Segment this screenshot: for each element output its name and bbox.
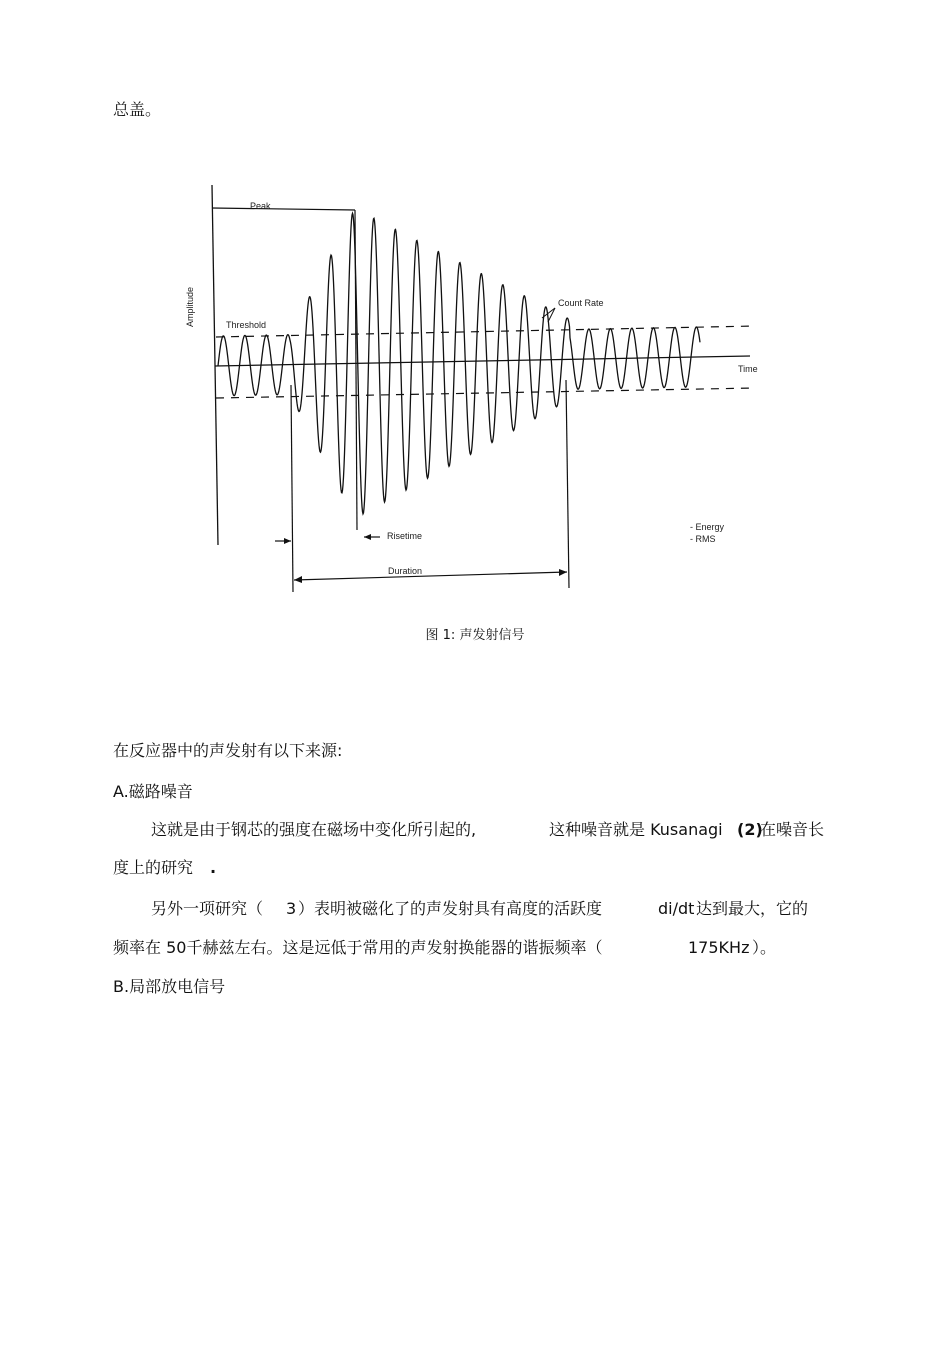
section-a-heading: A.磁路噪音 [113,782,193,801]
para2-freq: 175KHz [688,938,750,957]
count-rate-label: Count Rate [558,298,604,308]
duration-end-line [566,380,569,588]
para2-line1-b: ）表明被磁化了的声发射具有高度的活跃度 [298,899,603,918]
para2-line1-c: 达到最大，它的 [696,899,809,918]
energy-label: - Energy [690,522,725,532]
para1-line1-c: 在噪音长 [760,820,825,839]
rms-label: - RMS [690,534,716,544]
threshold-lower-line [216,388,755,398]
time-label: Time [738,364,758,374]
amplitude-axis [212,185,218,545]
ae-signal-figure [180,180,780,600]
duration-label: Duration [388,566,423,576]
para2-line2-b: ）。 [752,938,777,957]
section-b-heading: B.局部放电信号 [113,977,226,996]
threshold-label: Threshold [226,320,267,330]
figure-caption: 图 1: 声发射信号 [425,628,525,643]
risetime-label: Risetime [387,531,423,541]
para1-line2-dot: . [210,858,217,877]
para2-didt: di/dt [658,899,695,918]
peak-label: Peak [250,201,271,211]
para1-ref: (2) [737,820,763,839]
top-fragment: 总盖。 [113,100,162,119]
para1-line1-b: 这种噪音就是 Kusanagi [549,820,723,839]
duration-arrowhead-right [559,569,567,576]
duration-start-line [291,385,293,592]
intro-line: 在反应器中的声发射有以下来源: [113,741,343,760]
para1-line2: 度上的研究 [113,858,194,877]
peak-drop-line [355,210,357,530]
risetime-arrowhead-left [284,538,291,544]
para2-line1-a: 另外一项研究（ [151,899,264,918]
peak-line [212,208,355,210]
para2-ref: 3 [286,899,297,918]
para1-line1-a: 这就是由于钢芯的强度在磁场中变化所引起的, [151,820,477,839]
risetime-arrowhead-right [364,534,371,540]
amplitude-label: Amplitude [185,286,196,328]
duration-arrowhead-left [294,576,302,583]
para2-line2-a: 频率在 50千赫兹左右。这是远低于常用的声发射换能器的谐振频率（ [113,938,603,957]
duration-arrow [294,572,567,580]
ae-waveform-trace [218,213,700,514]
